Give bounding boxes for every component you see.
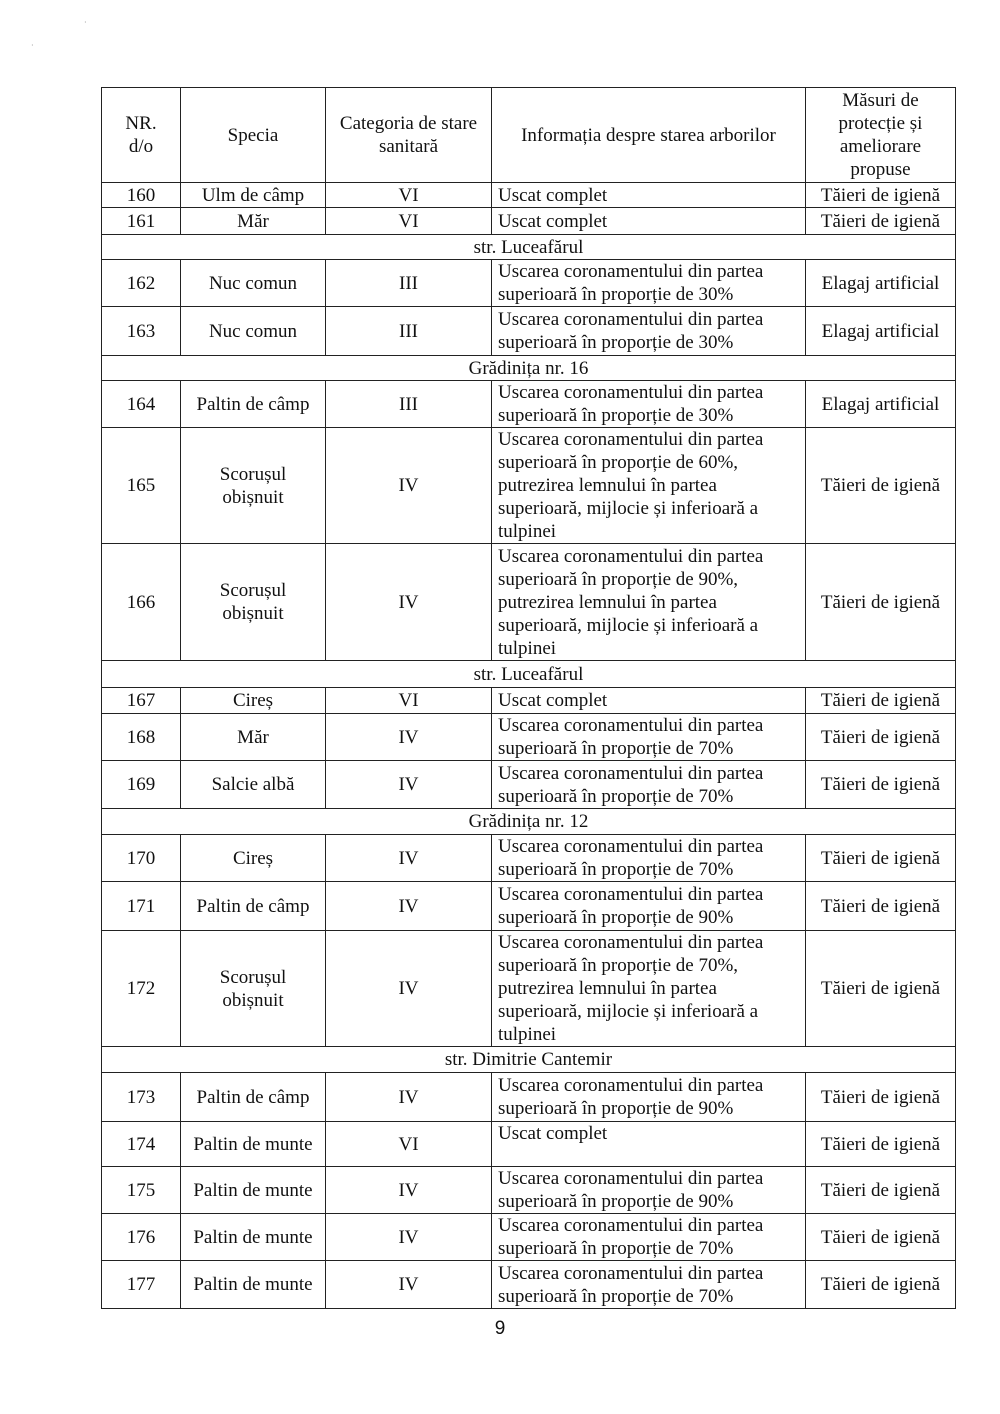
cell-info: Uscat complet: [492, 208, 806, 235]
scan-speck: ·: [84, 18, 87, 27]
cell-species: Paltin de munte: [181, 1167, 326, 1214]
cell-measures: Tăieri de igienă: [806, 1122, 956, 1167]
cell-species: Nuc comun: [181, 307, 326, 356]
cell-nr: 163: [102, 307, 181, 356]
section-row: [102, 809, 956, 835]
cell-species: Cireș: [181, 688, 326, 714]
cell-info: Uscarea coronamentului din partea superioară în proporție de 90%: [492, 882, 806, 931]
cell-measures: Tăieri de igienă: [806, 428, 956, 544]
cell-category: IV: [326, 761, 492, 809]
cell-category: IV: [326, 428, 492, 544]
cell-nr: 161: [102, 208, 181, 235]
cell-nr: 169: [102, 761, 181, 809]
cell-species: Paltin de câmp: [181, 882, 326, 931]
cell-species: Scorușul obișnuit: [181, 544, 326, 661]
cell-nr: 167: [102, 688, 181, 714]
table-row: [102, 1167, 956, 1214]
cell-measures: Tăieri de igienă: [806, 882, 956, 931]
scan-speck: ·: [31, 41, 34, 50]
cell-category: IV: [326, 1073, 492, 1122]
section-label: str. Dimitrie Cantemir: [102, 1047, 956, 1073]
cell-nr: 171: [102, 882, 181, 931]
cell-nr: 162: [102, 260, 181, 307]
cell-measures: Tăieri de igienă: [806, 1214, 956, 1261]
section-label: str. Luceafărul: [102, 235, 956, 260]
table-row: [102, 428, 956, 544]
table-row: [102, 381, 956, 428]
section-label: Grădinița nr. 12: [102, 809, 956, 835]
cell-measures: Tăieri de igienă: [806, 714, 956, 761]
table-row: [102, 688, 956, 714]
cell-category: IV: [326, 882, 492, 931]
cell-measures: Tăieri de igienă: [806, 761, 956, 809]
tree-condition-table: [101, 87, 956, 1309]
section-row: [102, 661, 956, 688]
cell-species: Salcie albă: [181, 761, 326, 809]
cell-nr: 165: [102, 428, 181, 544]
cell-measures: Tăieri de igienă: [806, 544, 956, 661]
cell-info: Uscarea coronamentului din partea superioară în proporție de 90%: [492, 1167, 806, 1214]
cell-species: Paltin de câmp: [181, 381, 326, 428]
section-label: str. Luceafărul: [102, 661, 956, 688]
table-row: [102, 761, 956, 809]
table-row: [102, 307, 956, 356]
cell-info: Uscarea coronamentului din partea superioară în proporție de 70%: [492, 714, 806, 761]
cell-category: III: [326, 307, 492, 356]
section-row: [102, 1047, 956, 1073]
cell-measures: Elagaj artificial: [806, 307, 956, 356]
table-row: [102, 931, 956, 1047]
table-row: [102, 260, 956, 307]
table-row: [102, 1214, 956, 1261]
cell-nr: 170: [102, 835, 181, 882]
cell-species: Paltin de câmp: [181, 1073, 326, 1122]
header-category: Categoria de stare sanitară: [326, 88, 492, 183]
cell-nr: 172: [102, 931, 181, 1047]
cell-info: Uscarea coronamentului din partea superioară în proporție de 70%: [492, 761, 806, 809]
cell-species: Paltin de munte: [181, 1261, 326, 1309]
cell-category: III: [326, 381, 492, 428]
cell-info: Uscarea coronamentului din partea superioară în proporție de 70%, putrezirea lemnului în partea superioară, mijlocie și inferioară a tulpinei: [492, 931, 806, 1047]
header-info: Informația despre starea arborilor: [492, 88, 806, 183]
table-row: [102, 208, 956, 235]
cell-category: IV: [326, 1167, 492, 1214]
cell-info: Uscarea coronamentului din partea superioară în proporție de 70%: [492, 835, 806, 882]
table-row: [102, 882, 956, 931]
table-row: [102, 183, 956, 208]
cell-measures: Elagaj artificial: [806, 260, 956, 307]
section-label: Grădinița nr. 16: [102, 356, 956, 381]
cell-nr: 160: [102, 183, 181, 208]
cell-category: IV: [326, 714, 492, 761]
page-number: 9: [494, 1318, 506, 1339]
cell-species: Scorușul obișnuit: [181, 428, 326, 544]
cell-category: IV: [326, 931, 492, 1047]
cell-info: Uscarea coronamentului din partea superioară în proporție de 70%: [492, 1261, 806, 1309]
cell-nr: 177: [102, 1261, 181, 1309]
table-header-row: [102, 88, 956, 183]
cell-measures: Tăieri de igienă: [806, 1167, 956, 1214]
cell-measures: Tăieri de igienă: [806, 835, 956, 882]
cell-category: III: [326, 260, 492, 307]
cell-info: Uscarea coronamentului din partea superioară în proporție de 90%: [492, 1073, 806, 1122]
section-row: [102, 356, 956, 381]
cell-measures: Tăieri de igienă: [806, 1261, 956, 1309]
table-row: [102, 1073, 956, 1122]
cell-category: IV: [326, 544, 492, 661]
cell-species: Măr: [181, 714, 326, 761]
cell-info: Uscarea coronamentului din partea superioară în proporție de 30%: [492, 307, 806, 356]
cell-info: Uscat complet: [492, 688, 806, 714]
cell-nr: 176: [102, 1214, 181, 1261]
cell-category: IV: [326, 1214, 492, 1261]
cell-measures: Tăieri de igienă: [806, 208, 956, 235]
cell-category: VI: [326, 208, 492, 235]
table-row: [102, 835, 956, 882]
cell-category: VI: [326, 183, 492, 208]
cell-measures: Tăieri de igienă: [806, 1073, 956, 1122]
cell-measures: Tăieri de igienă: [806, 931, 956, 1047]
cell-info: Uscat complet: [492, 183, 806, 208]
header-species: Specia: [181, 88, 326, 183]
table-body: [102, 183, 956, 1309]
cell-species: Cireș: [181, 835, 326, 882]
section-row: [102, 235, 956, 260]
cell-species: Ulm de câmp: [181, 183, 326, 208]
cell-category: VI: [326, 1122, 492, 1167]
cell-species: Paltin de munte: [181, 1122, 326, 1167]
cell-nr: 168: [102, 714, 181, 761]
cell-nr: 166: [102, 544, 181, 661]
table-row: [102, 714, 956, 761]
cell-category: VI: [326, 688, 492, 714]
cell-species: Scorușul obișnuit: [181, 931, 326, 1047]
table-row: [102, 1261, 956, 1309]
header-measures: Măsuri de protecție și ameliorare propuse: [806, 88, 956, 183]
cell-species: Paltin de munte: [181, 1214, 326, 1261]
cell-info: Uscarea coronamentului din partea superioară în proporție de 30%: [492, 381, 806, 428]
cell-category: IV: [326, 1261, 492, 1309]
cell-nr: 164: [102, 381, 181, 428]
cell-info: Uscarea coronamentului din partea superioară în proporție de 70%: [492, 1214, 806, 1261]
cell-nr: 174: [102, 1122, 181, 1167]
cell-species: Măr: [181, 208, 326, 235]
cell-category: IV: [326, 835, 492, 882]
cell-nr: 173: [102, 1073, 181, 1122]
table-row: [102, 1122, 956, 1167]
cell-species: Nuc comun: [181, 260, 326, 307]
table-row: [102, 544, 956, 661]
cell-info: Uscarea coronamentului din partea superioară în proporție de 90%, putrezirea lemnului în partea superioară, mijlocie și inferioară a tulpinei: [492, 544, 806, 661]
cell-info: Uscarea coronamentului din partea superioară în proporție de 60%, putrezirea lemnului în partea superioară, mijlocie și inferioară a tulpinei: [492, 428, 806, 544]
header-nr: NR. d/o: [102, 88, 181, 183]
cell-nr: 175: [102, 1167, 181, 1214]
cell-measures: Tăieri de igienă: [806, 688, 956, 714]
cell-info: Uscarea coronamentului din partea superioară în proporție de 30%: [492, 260, 806, 307]
cell-measures: Elagaj artificial: [806, 381, 956, 428]
cell-measures: Tăieri de igienă: [806, 183, 956, 208]
cell-info: Uscat complet: [492, 1122, 806, 1167]
